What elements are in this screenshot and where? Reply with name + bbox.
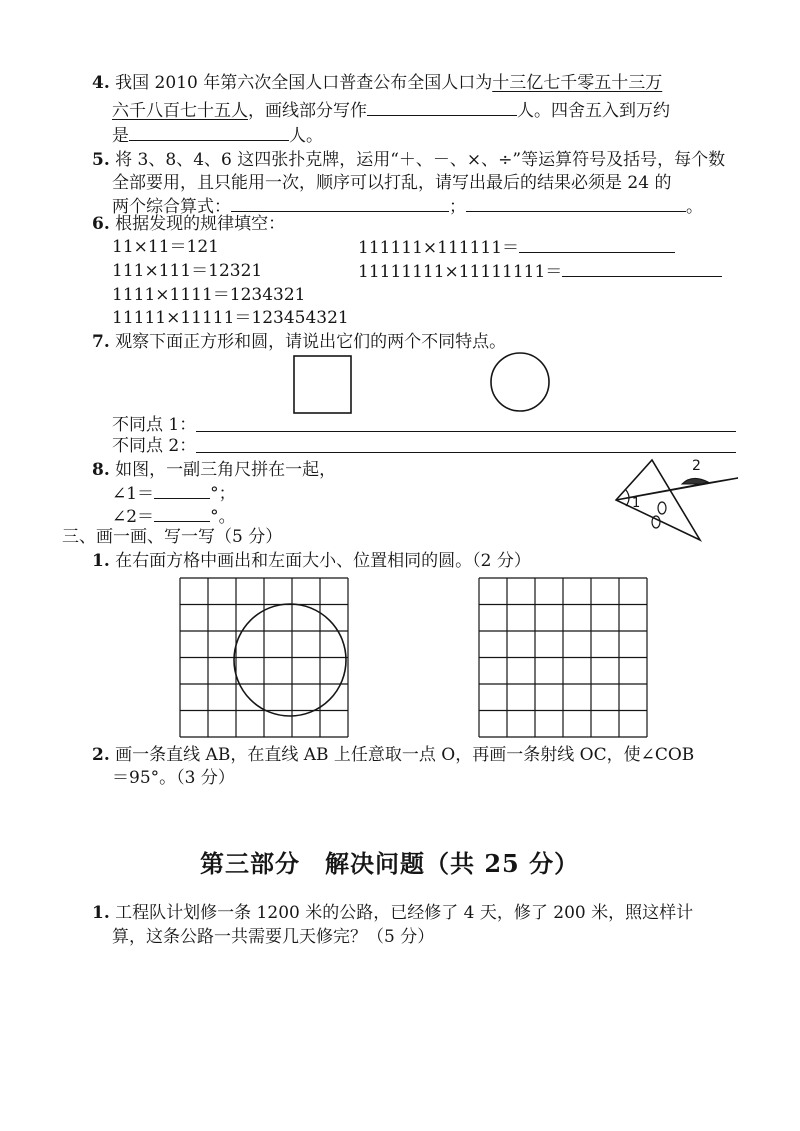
reference-circle bbox=[234, 604, 346, 716]
grid-right-lines bbox=[479, 578, 647, 737]
part3-q1-line1 bbox=[92, 902, 693, 924]
q6-right-row-1-text: 111111×111111＝ bbox=[358, 238, 520, 258]
q4-line3 bbox=[112, 124, 323, 147]
q7-title-text: 观察下面正方形和圆，请说出它们的两个不同特点。 bbox=[115, 332, 507, 352]
part3-q1-line2: 算，这条公路一共需要几天修完？（5 分） bbox=[112, 927, 435, 947]
q6-number: 6. bbox=[92, 214, 110, 234]
q4-answer-blank-2[interactable] bbox=[129, 124, 289, 141]
q5-end: 。 bbox=[686, 197, 703, 217]
q8-angle-2-label: ∠2＝ bbox=[112, 507, 155, 527]
empty-grid[interactable] bbox=[477, 576, 657, 736]
q4-number: 4. bbox=[92, 73, 110, 93]
q7-diff-1 bbox=[112, 414, 196, 436]
grid-with-circle bbox=[178, 576, 358, 736]
q8-angle-2-unit: °。 bbox=[210, 507, 236, 527]
q6-answer-blank-1[interactable] bbox=[519, 236, 675, 253]
q4-line2 bbox=[112, 99, 670, 122]
square-shape bbox=[294, 356, 351, 413]
q8-number: 8. bbox=[92, 460, 110, 480]
q6-right-row-2 bbox=[358, 260, 722, 283]
section3-q1-text: 在右面方格中画出和左面大小、位置相同的圆。（2 分） bbox=[115, 551, 531, 571]
q7-diff-2-label: 不同点 2： bbox=[112, 436, 197, 456]
q4-text-part3: 人。四舍五入到万约 bbox=[517, 101, 670, 121]
q8-title bbox=[92, 459, 336, 481]
q6-left-row-3: 1111×1111＝1234321 bbox=[112, 285, 306, 305]
angle-2-marker: 2 bbox=[692, 458, 701, 474]
q4-underlined-part2: 六千八百七十五人 bbox=[112, 101, 248, 121]
q5-number: 5. bbox=[92, 150, 110, 170]
section3-q2-number: 2. bbox=[92, 745, 110, 765]
q6-right-row-2-text: 11111111×11111111＝ bbox=[358, 262, 563, 282]
q6-left-row-4: 11111×11111＝123454321 bbox=[112, 308, 349, 328]
section3-q1 bbox=[92, 550, 531, 572]
q4-text-part5: 人。 bbox=[289, 126, 323, 146]
q5-text-3: 两个综合算式： bbox=[112, 197, 231, 217]
q5-text-2: 全部要用，且只能用一次，顺序可以打乱，请写出最后的结果必须是 24 的 bbox=[112, 173, 672, 193]
q8-answer-blank-2[interactable] bbox=[154, 505, 210, 522]
q5-text-1: 将 3、8、4、6 这四张扑克牌，运用“＋、－、×、÷”等运算符号及括号，每个数 bbox=[115, 150, 726, 170]
ruler-hole-2 bbox=[652, 516, 660, 528]
q8-title-text: 如图，一副三角尺拼在一起， bbox=[115, 460, 337, 480]
q4-text-part1: 我国 2010 年第六次全国人口普查公布全国人口为 bbox=[115, 73, 493, 93]
angle-1-marker: 1 bbox=[632, 496, 641, 511]
q7-diff-1-label: 不同点 1： bbox=[112, 415, 197, 435]
section3-q1-number: 1. bbox=[92, 551, 110, 571]
q6-title-text: 根据发现的规律填空： bbox=[115, 214, 286, 234]
q8-answer-blank-1[interactable] bbox=[154, 482, 210, 499]
grid-left-lines bbox=[180, 578, 348, 737]
q4-text-part2: ，画线部分写作 bbox=[248, 101, 367, 121]
q5-separator: ； bbox=[449, 197, 466, 217]
q5-answer-blank-1[interactable] bbox=[231, 195, 449, 212]
q6-title bbox=[92, 213, 285, 235]
circle-shape bbox=[491, 353, 549, 411]
section3-q2-text-1: 画一条直线 AB，在直线 AB 上任意取一点 O，再画一条射线 OC，使∠COB bbox=[115, 745, 695, 765]
ruler-hole-1 bbox=[658, 502, 666, 514]
q5-line1 bbox=[92, 149, 725, 171]
section3-q2-line1 bbox=[92, 744, 694, 766]
q5-line2 bbox=[112, 172, 671, 194]
ruler-shadow bbox=[682, 478, 708, 484]
part3-q1-text-1: 工程队计划修一条 1200 米的公路，已经修了 4 天，修了 200 米，照这样计 bbox=[115, 903, 694, 923]
q8-angle-2 bbox=[112, 505, 236, 528]
q6-left-row-1: 11×11＝121 bbox=[112, 237, 219, 257]
q8-angle-1-label: ∠1＝ bbox=[112, 484, 155, 504]
q7-number: 7. bbox=[92, 332, 110, 352]
q6-answer-blank-2[interactable] bbox=[562, 260, 722, 277]
part3-q1-number: 1. bbox=[92, 903, 110, 923]
triangle-rulers-figure bbox=[612, 452, 752, 552]
q7-answer-line-1[interactable] bbox=[196, 431, 736, 432]
q4-text-part4: 是 bbox=[112, 126, 129, 146]
section-3-title: 三、画一画、写一写（5 分） bbox=[62, 527, 283, 547]
q8-angle-1 bbox=[112, 482, 236, 505]
q6-right-row-1 bbox=[358, 236, 675, 259]
q8-angle-1-unit: °； bbox=[210, 484, 236, 504]
q6-left-row-2: 111×111＝12321 bbox=[112, 261, 263, 281]
q4-underlined-part1: 十三亿七千零五十三万 bbox=[492, 73, 663, 93]
q4-line1 bbox=[92, 72, 662, 94]
q7-diff-2 bbox=[112, 435, 196, 457]
q5-answer-blank-2[interactable] bbox=[466, 195, 686, 212]
q4-answer-blank-1[interactable] bbox=[367, 99, 517, 116]
section3-q2-line2: ＝95°。（3 分） bbox=[112, 768, 235, 788]
part-3-heading: 第三部分 解决问题（共 25 分） bbox=[200, 849, 580, 878]
